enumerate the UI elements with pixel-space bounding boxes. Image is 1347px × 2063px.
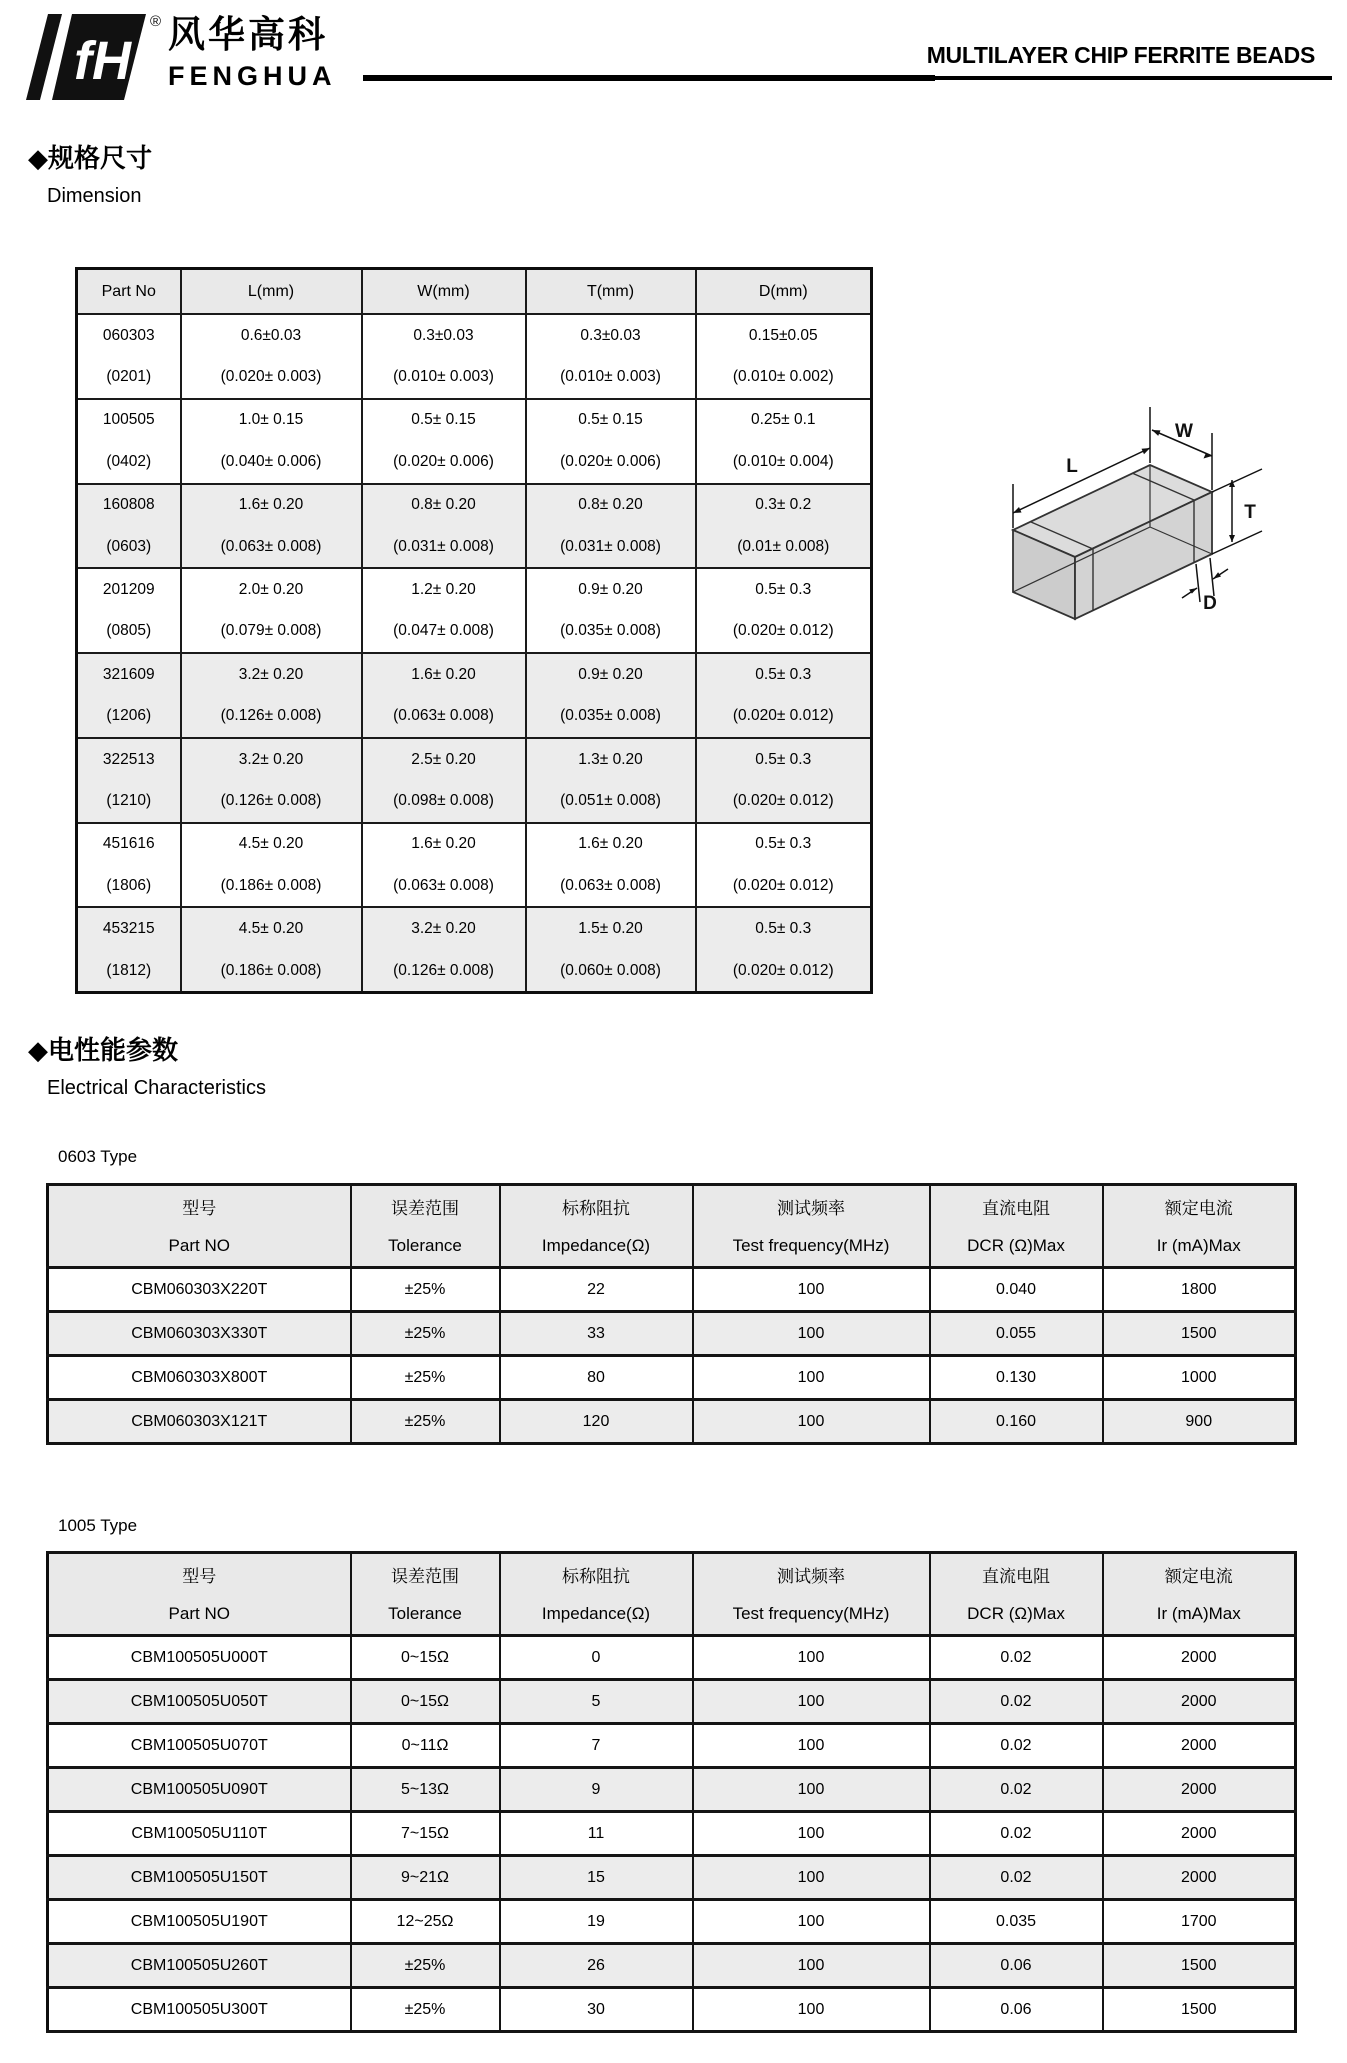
cell-value: (0.031± 0.008) bbox=[393, 537, 494, 555]
cell-value: 0.02 bbox=[1000, 1868, 1032, 1886]
cell-value: CBM100505U000T bbox=[130, 1648, 268, 1666]
cell-value: 100 bbox=[797, 1736, 825, 1754]
cell-value: 1700 bbox=[1180, 1912, 1217, 1930]
cell-value: 4.5± 0.20 bbox=[238, 920, 304, 938]
electrical-table-0603 bbox=[46, 1183, 1297, 1445]
cell-value: ±25% bbox=[404, 1324, 446, 1342]
cell-value: 0.5± 0.3 bbox=[755, 835, 812, 853]
cell-value: 0.3±0.03 bbox=[580, 326, 641, 344]
cell-value: 100 bbox=[797, 1956, 825, 1974]
cell-value: (0.020± 0.012) bbox=[732, 791, 834, 809]
cell-value: 1500 bbox=[1180, 1324, 1217, 1342]
cell-value: 451616 bbox=[102, 835, 155, 853]
cell-value: (0.126± 0.008) bbox=[220, 707, 322, 725]
cell-value: CBM060303X330T bbox=[131, 1324, 268, 1342]
cell-value: CBM100505U260T bbox=[130, 1956, 268, 1974]
cell-value: (0.040± 0.006) bbox=[220, 452, 322, 470]
cell-value: CBM100505U050T bbox=[130, 1692, 268, 1710]
cell-value: 0.06 bbox=[1000, 2000, 1032, 2018]
cell-value: 1.3± 0.20 bbox=[578, 750, 643, 768]
cell-value: (0.186± 0.008) bbox=[220, 961, 322, 979]
cell-value: (0.098± 0.008) bbox=[393, 791, 494, 809]
cell-value: 0~15Ω bbox=[401, 1648, 449, 1666]
type-label-1005: 1005 Type bbox=[58, 1516, 138, 1535]
cell-value: 0.5± 0.15 bbox=[411, 411, 476, 429]
cell-value: 9 bbox=[591, 1780, 601, 1798]
cell-value: 80 bbox=[587, 1368, 605, 1386]
cell-value: 0~15Ω bbox=[401, 1692, 449, 1710]
cell-value: (0.010± 0.002) bbox=[732, 368, 834, 386]
col-header-test-frequency: 测试频率 Test frequency(MHz) bbox=[693, 1185, 930, 1268]
cell-value: 100 bbox=[797, 1824, 825, 1842]
cell-value: 0 bbox=[591, 1648, 601, 1666]
cell-value: (0201) bbox=[106, 368, 152, 386]
header-row bbox=[77, 269, 872, 315]
cell-value: CBM100505U110T bbox=[131, 1824, 268, 1842]
cell-value: 22 bbox=[587, 1280, 605, 1298]
cell-value: 30 bbox=[587, 2000, 605, 2018]
cell-value: 5~13Ω bbox=[401, 1780, 449, 1798]
cell-value: 5 bbox=[591, 1692, 601, 1710]
col-header-part-no: 型号 Part NO bbox=[48, 1185, 351, 1268]
col-header-rated-current: 额定电流 Ir (mA)Max bbox=[1103, 1185, 1296, 1268]
cell-value: 0.160 bbox=[995, 1412, 1037, 1430]
cell-value: (0.020± 0.003) bbox=[220, 368, 322, 386]
cell-value: 1500 bbox=[1180, 1956, 1217, 1974]
cell-value: 0.02 bbox=[1000, 1692, 1032, 1710]
cell-value: 4.5± 0.20 bbox=[238, 835, 304, 853]
cell-value: 1500 bbox=[1180, 2000, 1217, 2018]
dim-label-w: W bbox=[1175, 421, 1193, 442]
chip-dimension-diagram bbox=[950, 380, 1290, 660]
spec-row bbox=[48, 1900, 1296, 1944]
cell-value: 1000 bbox=[1180, 1368, 1217, 1386]
cell-value: ±25% bbox=[404, 1280, 446, 1298]
dim-label-t: T bbox=[1244, 502, 1256, 523]
cell-value: 3.2± 0.20 bbox=[411, 920, 476, 938]
col-header-tolerance: 误差范围 Tolerance bbox=[351, 1185, 500, 1268]
col-header-impedance: 标称阻抗 Impedance(Ω) bbox=[500, 1185, 693, 1268]
dimension-row bbox=[77, 738, 872, 823]
cell-value: 3.2± 0.20 bbox=[238, 665, 304, 683]
col-header-l: L(mm) bbox=[181, 269, 362, 315]
cell-value: 0.5± 0.3 bbox=[755, 920, 812, 938]
cell-value: 100 bbox=[797, 2000, 825, 2018]
cell-value: (1806) bbox=[106, 876, 152, 894]
header-row bbox=[48, 1553, 1296, 1636]
section-title-dimension-cn: ◆规格尺寸 bbox=[28, 143, 152, 173]
cell-value: 12~25Ω bbox=[396, 1912, 454, 1930]
logo-monogram: fH bbox=[74, 31, 131, 91]
cell-value: 2000 bbox=[1180, 1824, 1217, 1842]
cell-value: 1.5± 0.20 bbox=[578, 920, 643, 938]
spec-row bbox=[48, 1356, 1296, 1400]
cell-value: CBM100505U190T bbox=[130, 1912, 268, 1930]
cell-value: 0.02 bbox=[1000, 1736, 1032, 1754]
cell-value: 1.6± 0.20 bbox=[578, 835, 643, 853]
cell-value: (0.010± 0.003) bbox=[560, 368, 661, 386]
cell-value: 1.0± 0.15 bbox=[238, 411, 304, 429]
cell-value: 33 bbox=[587, 1324, 605, 1342]
cell-value: 100 bbox=[797, 1868, 825, 1886]
header-rule-right bbox=[933, 76, 1332, 80]
cell-value: 100505 bbox=[102, 411, 155, 429]
col-header-dcr: 直流电阻 DCR (Ω)Max bbox=[930, 1185, 1103, 1268]
cell-value: 0.8± 0.20 bbox=[578, 496, 643, 514]
cell-value: ±25% bbox=[404, 1956, 446, 1974]
cell-value: (0805) bbox=[106, 622, 152, 640]
dimension-row bbox=[77, 907, 872, 992]
col-header-w: W(mm) bbox=[362, 269, 526, 315]
cell-value: (1210) bbox=[106, 791, 152, 809]
cell-value: (0.020± 0.012) bbox=[732, 622, 834, 640]
cell-value: CBM100505U090T bbox=[130, 1780, 268, 1798]
cell-value: (0.186± 0.008) bbox=[220, 876, 322, 894]
cell-value: 3.2± 0.20 bbox=[238, 750, 304, 768]
spec-row bbox=[48, 1680, 1296, 1724]
dimension-row bbox=[77, 484, 872, 569]
cell-value: 0.25± 0.1 bbox=[750, 411, 816, 429]
cell-value: (0.063± 0.008) bbox=[220, 537, 322, 555]
cell-value: 100 bbox=[797, 1912, 825, 1930]
cell-value: 0.3± 0.2 bbox=[755, 496, 812, 514]
cell-value: ±25% bbox=[404, 2000, 446, 2018]
cell-value: 0.5± 0.3 bbox=[755, 665, 812, 683]
page-title: MULTILAYER CHIP FERRITE BEADS bbox=[926, 42, 1315, 68]
cell-value: 0.5± 0.15 bbox=[578, 411, 643, 429]
cell-value: 1.2± 0.20 bbox=[411, 581, 476, 599]
cell-value: 0.8± 0.20 bbox=[411, 496, 476, 514]
cell-value: 120 bbox=[582, 1412, 610, 1430]
cell-value: (0.060± 0.008) bbox=[560, 961, 661, 979]
cell-value: (0.010± 0.003) bbox=[393, 368, 494, 386]
cell-value: 0.5± 0.3 bbox=[755, 581, 812, 599]
cell-value: 9~21Ω bbox=[401, 1868, 449, 1886]
cell-value: 7 bbox=[591, 1736, 601, 1754]
header-row bbox=[48, 1185, 1296, 1268]
cell-value: 0.15±0.05 bbox=[748, 326, 818, 344]
cell-value: (1812) bbox=[106, 961, 152, 979]
cell-value: 26 bbox=[587, 1956, 605, 1974]
cell-value: 0.06 bbox=[1000, 1956, 1032, 1974]
type-label-0603: 0603 Type bbox=[58, 1147, 138, 1166]
cell-value: 322513 bbox=[102, 750, 155, 768]
cell-value: 2000 bbox=[1180, 1868, 1217, 1886]
cell-value: 11 bbox=[587, 1824, 605, 1842]
cell-value: 0.055 bbox=[995, 1324, 1037, 1342]
col-header-tolerance: 误差范围 Tolerance bbox=[351, 1553, 500, 1636]
col-header-part-no: Part No bbox=[77, 269, 181, 315]
dimension-row bbox=[77, 823, 872, 908]
dimension-table bbox=[75, 267, 873, 994]
cell-value: 0.6±0.03 bbox=[240, 326, 302, 344]
cell-value: (0.063± 0.008) bbox=[393, 707, 494, 725]
brand-name-cn: 风华高科 bbox=[168, 14, 328, 55]
dimension-row bbox=[77, 314, 872, 399]
cell-value: CBM060303X220T bbox=[131, 1280, 268, 1298]
cell-value: (0.020± 0.012) bbox=[732, 876, 834, 894]
cell-value: 201209 bbox=[102, 581, 155, 599]
cell-value: 900 bbox=[1185, 1412, 1213, 1430]
cell-value: 2000 bbox=[1180, 1648, 1217, 1666]
cell-value: 0.02 bbox=[1000, 1824, 1032, 1842]
cell-value: (0.063± 0.008) bbox=[393, 876, 494, 894]
fenghua-logo-icon bbox=[22, 10, 172, 104]
cell-value: (0.031± 0.008) bbox=[560, 537, 661, 555]
electrical-table-header bbox=[48, 1553, 1296, 1636]
col-header-test-frequency: 测试频率 Test frequency(MHz) bbox=[693, 1553, 930, 1636]
cell-value: ±25% bbox=[404, 1412, 446, 1430]
spec-row bbox=[48, 1856, 1296, 1900]
cell-value: 0.035 bbox=[995, 1912, 1037, 1930]
brand-name-en: FENGHUA bbox=[168, 61, 337, 91]
spec-row bbox=[48, 1400, 1296, 1444]
cell-value: 321609 bbox=[102, 665, 155, 683]
dimension-row bbox=[77, 653, 872, 738]
dim-label-d: D bbox=[1203, 593, 1217, 614]
cell-value: 0.130 bbox=[995, 1368, 1037, 1386]
cell-value: 1.6± 0.20 bbox=[238, 496, 304, 514]
cell-value: 0.9± 0.20 bbox=[578, 581, 643, 599]
col-header-t: T(mm) bbox=[526, 269, 696, 315]
cell-value: (0.063± 0.008) bbox=[560, 876, 661, 894]
cell-value: 7~15Ω bbox=[401, 1824, 449, 1842]
cell-value: (0.079± 0.008) bbox=[220, 622, 322, 640]
cell-value: (0.051± 0.008) bbox=[560, 791, 661, 809]
cell-value: (0.126± 0.008) bbox=[393, 961, 494, 979]
cell-value: 2.0± 0.20 bbox=[238, 581, 304, 599]
cell-value: 100 bbox=[797, 1280, 825, 1298]
col-header-dcr: 直流电阻 DCR (Ω)Max bbox=[930, 1553, 1103, 1636]
cell-value: 2.5± 0.20 bbox=[411, 750, 476, 768]
cell-value: (0.020± 0.006) bbox=[560, 452, 661, 470]
cell-value: 453215 bbox=[102, 920, 155, 938]
dim-label-l: L bbox=[1066, 456, 1078, 477]
header-rule-left bbox=[363, 75, 935, 81]
section-title-dimension-en: Dimension bbox=[47, 185, 142, 207]
spec-row bbox=[48, 1312, 1296, 1356]
cell-value: 2000 bbox=[1180, 1736, 1217, 1754]
col-header-impedance: 标称阻抗 Impedance(Ω) bbox=[500, 1553, 693, 1636]
electrical-table-1005 bbox=[46, 1551, 1297, 2033]
dimension-row bbox=[77, 399, 872, 484]
cell-value: (0.035± 0.008) bbox=[560, 707, 661, 725]
cell-value: 060303 bbox=[102, 326, 155, 344]
col-header-rated-current: 额定电流 Ir (mA)Max bbox=[1103, 1553, 1296, 1636]
electrical-table-header bbox=[48, 1185, 1296, 1268]
cell-value: 19 bbox=[587, 1912, 605, 1930]
registered-mark-icon: ® bbox=[150, 13, 162, 30]
cell-value: 0.040 bbox=[995, 1280, 1037, 1298]
cell-value: 100 bbox=[797, 1368, 825, 1386]
spec-row bbox=[48, 1944, 1296, 1988]
cell-value: (0.020± 0.006) bbox=[393, 452, 494, 470]
section-title-electrical-en: Electrical Characteristics bbox=[47, 1077, 266, 1099]
cell-value: 0.5± 0.3 bbox=[755, 750, 812, 768]
section-title-electrical-cn: ◆电性能参数 bbox=[28, 1035, 178, 1065]
cell-value: 1800 bbox=[1180, 1280, 1217, 1298]
col-header-part-no: 型号 Part NO bbox=[48, 1553, 351, 1636]
cell-value: 100 bbox=[797, 1324, 825, 1342]
cell-value: (0.035± 0.008) bbox=[560, 622, 661, 640]
cell-value: 100 bbox=[797, 1648, 825, 1666]
cell-value: (0.010± 0.004) bbox=[732, 452, 834, 470]
cell-value: 0.9± 0.20 bbox=[578, 665, 643, 683]
cell-value: (0.01± 0.008) bbox=[737, 537, 830, 555]
spec-row bbox=[48, 1812, 1296, 1856]
col-header-d: D(mm) bbox=[696, 269, 872, 315]
spec-row bbox=[48, 1268, 1296, 1312]
spec-row bbox=[48, 1636, 1296, 1680]
cell-value: 100 bbox=[797, 1412, 825, 1430]
cell-value: 1.6± 0.20 bbox=[411, 835, 476, 853]
dimension-table-header bbox=[77, 269, 872, 315]
cell-value: (0.126± 0.008) bbox=[220, 791, 322, 809]
cell-value: ±25% bbox=[404, 1368, 446, 1386]
cell-value: 0.02 bbox=[1000, 1780, 1032, 1798]
cell-value: (0603) bbox=[106, 537, 152, 555]
spec-row bbox=[48, 1768, 1296, 1812]
cell-value: (0.047± 0.008) bbox=[393, 622, 494, 640]
cell-value: CBM060303X800T bbox=[131, 1368, 268, 1386]
cell-value: CBM060303X121T bbox=[131, 1412, 268, 1430]
cell-value: 15 bbox=[587, 1868, 605, 1886]
cell-value: 0.3±0.03 bbox=[413, 326, 474, 344]
spec-row bbox=[48, 1988, 1296, 2032]
cell-value: (0.020± 0.012) bbox=[732, 961, 834, 979]
cell-value: 2000 bbox=[1180, 1692, 1217, 1710]
cell-value: CBM100505U070T bbox=[130, 1736, 268, 1754]
cell-value: (1206) bbox=[106, 707, 152, 725]
cell-value: 2000 bbox=[1180, 1780, 1217, 1798]
cell-value: 160808 bbox=[102, 496, 155, 514]
cell-value: (0.020± 0.012) bbox=[732, 707, 834, 725]
cell-value: CBM100505U150T bbox=[130, 1868, 268, 1886]
cell-value: 1.6± 0.20 bbox=[411, 665, 476, 683]
cell-value: 100 bbox=[797, 1780, 825, 1798]
cell-value: (0402) bbox=[106, 452, 152, 470]
cell-value: 0~11Ω bbox=[401, 1736, 449, 1754]
spec-row bbox=[48, 1724, 1296, 1768]
cell-value: 100 bbox=[797, 1692, 825, 1710]
dimension-row bbox=[77, 568, 872, 653]
cell-value: CBM100505U300T bbox=[130, 2000, 268, 2018]
cell-value: 0.02 bbox=[1000, 1648, 1032, 1666]
